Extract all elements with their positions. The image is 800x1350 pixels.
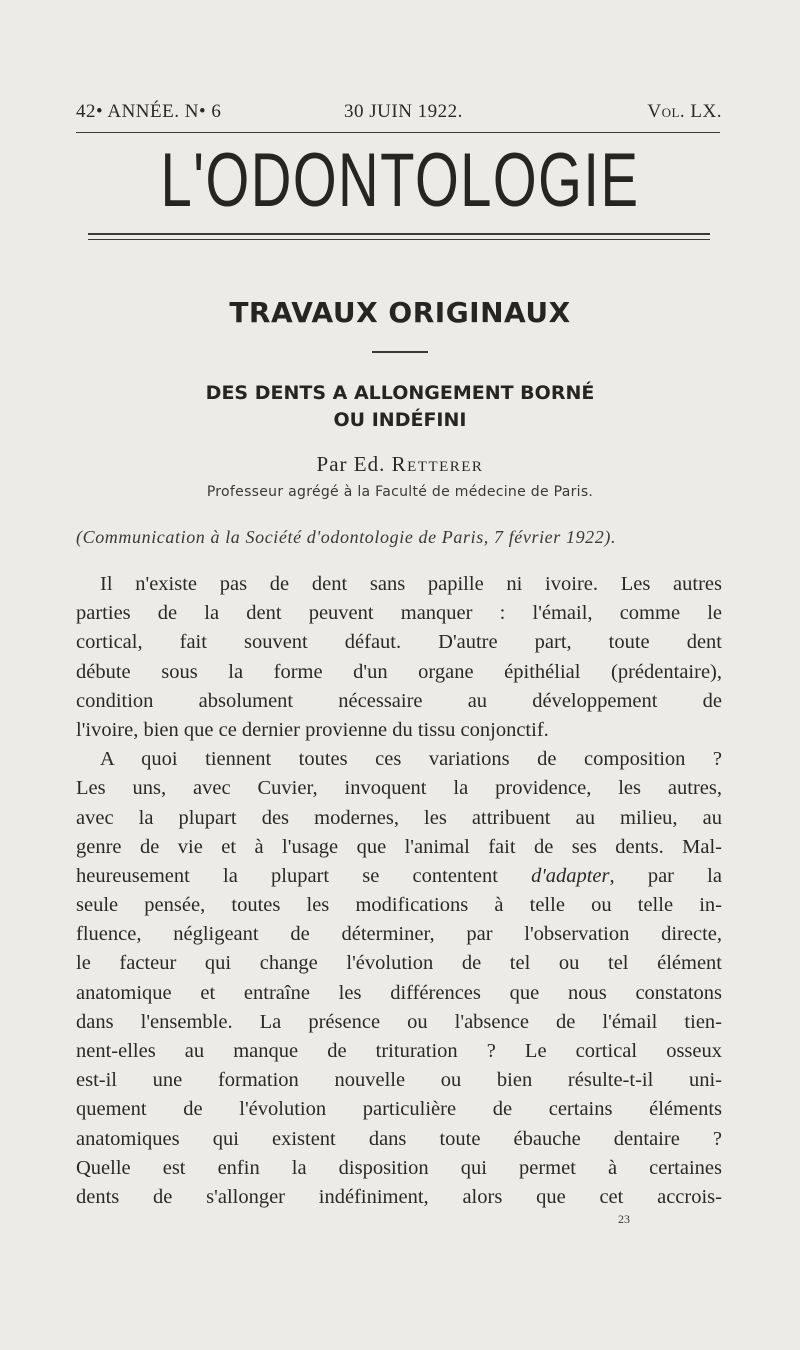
section-divider <box>372 351 428 353</box>
body-line: quement de l'évolution particulière de certains éléments <box>76 1098 722 1121</box>
issue-date: 30 JUIN 1922. <box>344 101 463 122</box>
article-body <box>76 570 722 1212</box>
article-title <box>0 380 800 434</box>
body-line: seule pensée, toutes les modifications à telle ou telle in- <box>76 894 722 917</box>
body-line: anatomiques qui existent dans toute ébauche dentaire ? <box>76 1127 722 1150</box>
body-line: le facteur qui change l'évolution de tel ou tel élément <box>76 952 722 975</box>
header-rule <box>76 132 720 133</box>
body-line: dans l'ensemble. La présence ou l'absence de l'émail tien- <box>76 1010 722 1033</box>
body-line: anatomique et entraîne les différences que nous constatons <box>76 981 722 1004</box>
title-rule-thin <box>88 239 710 240</box>
body-line: nent-elles au manque de trituration ? Le cortical osseux <box>76 1040 722 1062</box>
author-name: Retterer <box>391 452 484 476</box>
issue-number: 42• ANNÉE. N• 6 <box>76 101 222 122</box>
body-line: cortical, fait souvent défaut. D'autre part, toute dent <box>76 631 722 654</box>
title-rule-thick <box>88 233 710 235</box>
running-header <box>76 101 722 127</box>
body-line: dents de s'allonger indéfiniment, alors que cet accrois- <box>76 1185 722 1208</box>
volume-number: Vol. LX. <box>647 101 722 122</box>
body-line: fluence, négligeant de déterminer, par l'observation directe, <box>76 923 722 946</box>
byline-prefix: Par Ed. <box>316 452 386 476</box>
body-line-with-emphasis <box>76 862 722 891</box>
author-affiliation: Professeur agrégé à la Faculté de médecine de Paris. <box>206 484 594 500</box>
body-line: débute sous la forme d'un organe épithélial (prédentaire), <box>76 660 722 683</box>
section-title: TRAVAUX ORIGINAUX <box>229 296 571 329</box>
body-line: condition absolument nécessaire au développement de <box>76 689 722 712</box>
body-line: Il n'existe pas de dent sans papille ni ivoire. Les autres <box>100 573 722 595</box>
page-number: 23 <box>618 1212 630 1226</box>
communication-note: (Communication à la Société d'odontologie de Paris, 7 février 1922). <box>76 527 617 547</box>
body-line-part: heureusement la plupart se contentent <box>76 864 498 887</box>
body-line: avec la plupart des modernes, les attribuent au milieu, au <box>76 806 722 829</box>
emphasized-word: d'adapter <box>531 864 610 887</box>
body-line-part: , par la <box>609 864 722 887</box>
body-line: Quelle est enfin la disposition qui permet à certaines <box>76 1156 722 1179</box>
body-line: A quoi tiennent toutes ces variations de composition ? <box>100 748 722 771</box>
journal-title: L'ODONTOLOGIE <box>160 138 640 223</box>
article-title-line-1: DES DENTS A ALLONGEMENT BORNÉ <box>205 382 595 404</box>
body-line: genre de vie et à l'usage que l'animal fait de ses dents. Mal- <box>76 835 722 858</box>
body-line: est-il une formation nouvelle ou bien résulte-t-il uni- <box>76 1069 722 1092</box>
article-title-line-2: OU INDÉFINI <box>333 409 467 431</box>
byline <box>0 452 800 477</box>
body-line: l'ivoire, bien que ce dernier provienne du tissu conjonctif. <box>76 718 549 741</box>
body-line: parties de la dent peuvent manquer : l'émail, comme le <box>76 602 722 625</box>
body-line: Les uns, avec Cuvier, invoquent la providence, les autres, <box>76 777 722 800</box>
